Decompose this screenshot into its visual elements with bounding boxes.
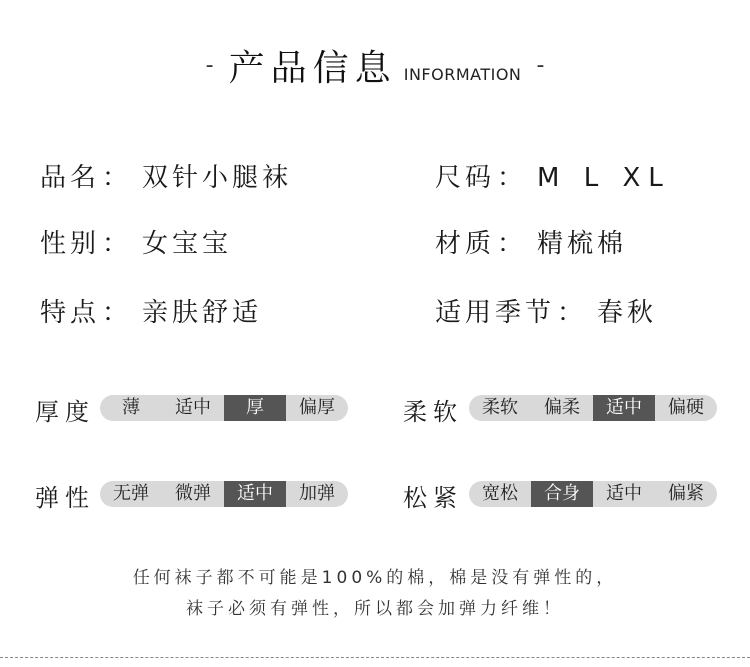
note-line-1: 任何袜子都不可能是100%的棉，棉是没有弹性的， xyxy=(132,568,618,588)
field-name xyxy=(40,157,292,194)
scale-thickness-option: 薄 xyxy=(122,397,140,418)
scale-elasticity-bar xyxy=(100,481,348,507)
scale-thickness-option: 偏厚 xyxy=(299,397,335,418)
scale-elasticity-option: 适中 xyxy=(224,481,286,507)
scale-elasticity-option: 无弹 xyxy=(113,483,149,504)
field-gender-value: 女宝宝 xyxy=(142,229,233,259)
scale-thickness-option: 适中 xyxy=(175,397,211,418)
field-gender-key: 性别 xyxy=(40,229,101,259)
title-dash-left: - xyxy=(205,53,214,78)
scale-tightness-option: 偏紧 xyxy=(668,483,704,504)
scale-thickness xyxy=(35,395,350,426)
scale-thickness-label: 厚度 xyxy=(35,398,95,426)
scale-tightness-label: 松紧 xyxy=(403,484,463,512)
field-size xyxy=(435,157,671,194)
page-title: 产品信息 xyxy=(228,48,397,89)
scale-tightness-option: 宽松 xyxy=(482,483,518,504)
field-season-colon: ： xyxy=(557,298,588,328)
field-feature-value: 亲肤舒适 xyxy=(142,298,263,328)
page-header xyxy=(0,40,750,91)
field-gender-colon: ： xyxy=(102,229,133,259)
field-gender xyxy=(40,223,232,260)
scale-softness-option: 柔软 xyxy=(482,397,518,418)
field-season-value: 春秋 xyxy=(597,298,658,328)
scale-tightness-bar xyxy=(469,481,717,507)
scale-softness-option: 偏柔 xyxy=(544,397,580,418)
scale-thickness-option: 厚 xyxy=(224,395,286,421)
note-line-2: 袜子必须有弹性，所以都会加弹力纤维！ xyxy=(186,599,564,619)
field-season xyxy=(435,292,657,329)
field-material-colon: ： xyxy=(497,229,528,259)
scale-softness xyxy=(403,395,718,426)
field-size-key: 尺码 xyxy=(435,163,496,193)
field-feature-colon: ： xyxy=(102,298,133,328)
scale-tightness-option: 适中 xyxy=(606,483,642,504)
scale-elasticity-label: 弹性 xyxy=(35,484,95,512)
field-season-key: 适用季节 xyxy=(435,298,556,328)
scale-softness-option: 偏硬 xyxy=(668,397,704,418)
scale-elasticity-option: 微弹 xyxy=(175,483,211,504)
bottom-divider xyxy=(0,657,750,658)
title-dash-right: - xyxy=(536,53,545,78)
page-subtitle: INFORMATION xyxy=(403,65,522,84)
field-name-value: 双针小腿袜 xyxy=(142,163,293,193)
field-size-colon: ： xyxy=(497,163,528,193)
field-feature xyxy=(40,292,262,329)
scale-elasticity-option: 加弹 xyxy=(299,483,335,504)
field-material-key: 材质 xyxy=(435,229,496,259)
scale-elasticity xyxy=(35,481,350,512)
field-feature-key: 特点 xyxy=(40,298,101,328)
field-size-value: M L XL xyxy=(537,163,671,193)
field-material xyxy=(435,223,627,260)
field-name-colon: ： xyxy=(102,163,133,193)
scale-softness-option: 适中 xyxy=(593,395,655,421)
scale-tightness-option: 合身 xyxy=(531,481,593,507)
field-material-value: 精梳棉 xyxy=(537,229,628,259)
scale-thickness-bar xyxy=(100,395,348,421)
scale-softness-label: 柔软 xyxy=(403,398,463,426)
scale-tightness xyxy=(403,481,718,512)
scale-softness-bar xyxy=(469,395,717,421)
field-name-key: 品名 xyxy=(40,163,101,193)
